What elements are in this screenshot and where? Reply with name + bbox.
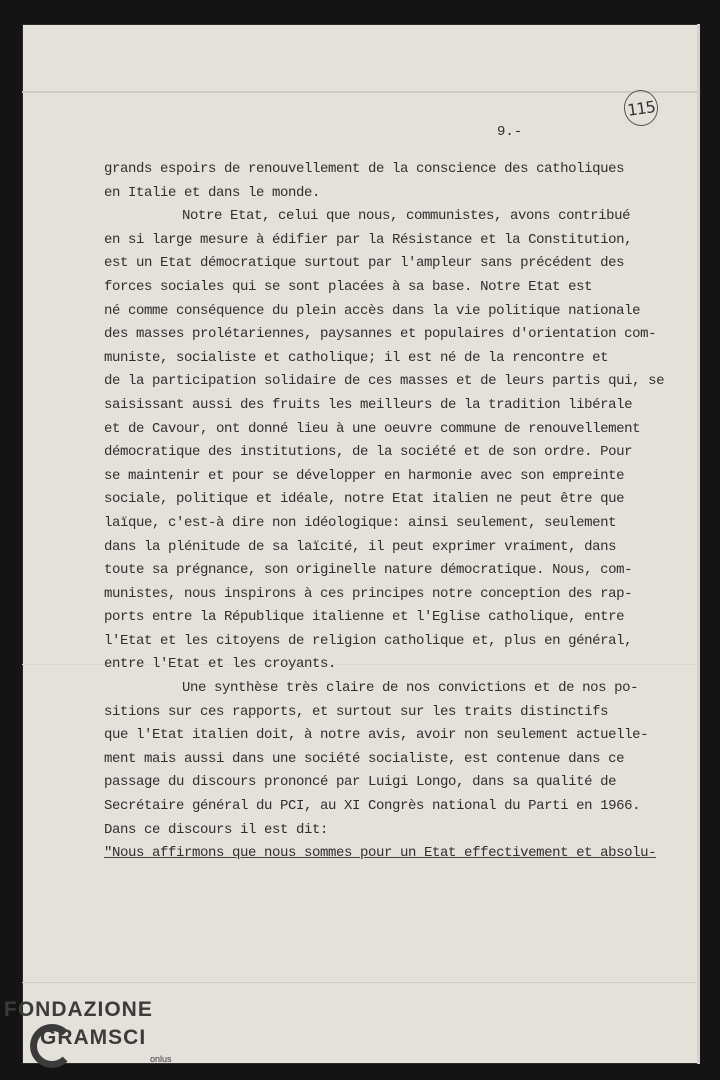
text-line: et de Cavour, ont donné lieu à une oeuvre commune de renouvellement <box>104 420 641 437</box>
text-line: Secrétaire général du PCI, au XI Congrès national du Parti en 1966. <box>104 798 641 815</box>
text-line: ment mais aussi dans une société socialiste, est contenue dans ce <box>104 750 625 767</box>
fold-line-bottom <box>22 982 700 983</box>
watermark-line-2: GRAMSCI <box>40 1026 147 1049</box>
watermark-line-1: FONDAZIONE <box>4 998 153 1021</box>
text-line: grands espoirs de renouvellement de la conscience des catholiques <box>104 161 625 177</box>
text-line: muniste, socialiste et catholique; il est né de la rencontre et <box>104 349 609 366</box>
text-line: saisissant aussi des fruits les meilleurs de la tradition libérale <box>104 396 633 413</box>
archive-number-stamp: 115 <box>622 88 661 128</box>
page-number: 9.- <box>497 124 523 140</box>
text-line: sociale, politique et idéale, notre Etat italien ne peut être que <box>104 491 625 508</box>
text-line: né comme conséquence du plein accès dans la vie politique nationale <box>104 302 641 319</box>
watermark-onlus: onlus <box>150 1054 172 1064</box>
archive-watermark <box>4 998 204 1078</box>
page-edge <box>697 24 700 1064</box>
text-line: dans la plénitude de sa laïcité, il peut exprimer vraiment, dans <box>104 538 617 555</box>
text-line: de la participation solidaire de ces masses et de leurs partis qui, se <box>104 373 665 390</box>
text-line: Une synthèse très claire de nos convictions et de nos po- <box>182 680 639 697</box>
text-line: en si large mesure à édifier par la Résistance et la Constitution, <box>104 231 633 248</box>
typed-text-body <box>104 158 665 866</box>
text-line: toute sa prégnance, son originelle nature démocratique. Nous, com- <box>104 562 633 579</box>
text-line: sitions sur ces rapports, et surtout sur les traits distinctifs <box>104 703 609 720</box>
text-line: Notre Etat, celui que nous, communistes, avons contribué <box>182 208 631 225</box>
fold-line-top <box>22 91 700 93</box>
text-line: démocratique des institutions, de la société et de son ordre. Pour <box>104 444 633 461</box>
text-line: passage du discours prononcé par Luigi Longo, dans sa qualité de <box>104 774 617 791</box>
text-line: l'Etat et les citoyens de religion catholique et, plus en général, <box>104 632 633 649</box>
text-line: entre l'Etat et les croyants. <box>104 656 337 673</box>
text-line: en Italie et dans le monde. <box>104 184 321 201</box>
text-line: Dans ce discours il est dit: <box>104 821 329 838</box>
text-line: laïque, c'est-à dire non idéologique: ainsi seulement, seulement <box>104 514 617 531</box>
text-line: ports entre la République italienne et l'Eglise catholique, entre <box>104 609 625 626</box>
text-line: forces sociales qui se sont placées à sa base. Notre Etat est <box>104 278 593 295</box>
text-line: munistes, nous inspirons à ces principes notre conception des rap- <box>104 585 633 602</box>
text-line: que l'Etat italien doit, à notre avis, avoir non seulement actuelle- <box>104 727 649 744</box>
text-line: se maintenir et pour se développer en harmonie avec son empreinte <box>104 467 625 484</box>
text-line: des masses prolétariennes, paysannes et populaires d'orientation com- <box>104 326 657 343</box>
text-line: est un Etat démocratique surtout par l'ampleur sans précédent des <box>104 255 625 272</box>
text-line: "Nous affirmons que nous sommes pour un Etat effectivement et absolu- <box>104 845 657 862</box>
